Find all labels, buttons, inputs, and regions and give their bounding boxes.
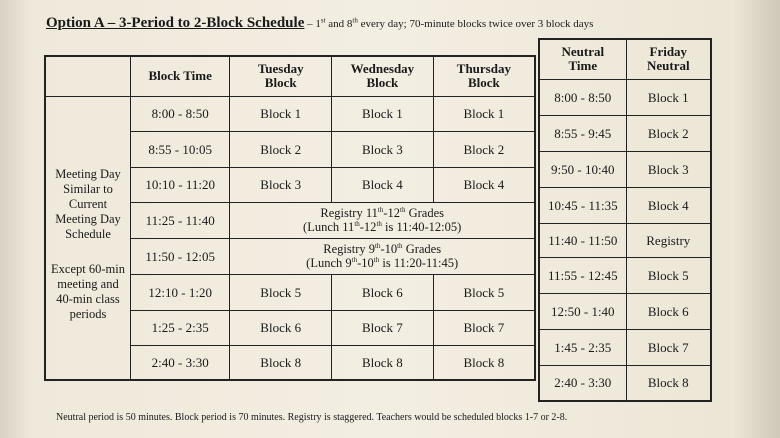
header-friday-neutral: Friday Neutral [626, 39, 711, 79]
row-cell: Block 1 [332, 96, 434, 131]
row-cell: Block 1 [230, 96, 332, 131]
side-note-line1: Meeting Day Similar to Current Meeting Day Schedule [55, 167, 121, 242]
main-schedule-table [44, 55, 536, 381]
registry-9-10-cell: Registry 9th-10th Grades (Lunch 9th-10th is 11:20-11:45) [230, 238, 535, 274]
neutral-cell: Registry [626, 223, 711, 257]
row-cell: Block 5 [230, 274, 332, 310]
neutral-time: 11:40 - 11:50 [539, 223, 626, 257]
row-time: 11:25 - 11:40 [131, 202, 230, 238]
neutral-cell: Block 8 [626, 365, 711, 401]
neutral-cell: Block 3 [626, 151, 711, 187]
neutral-time: 8:00 - 8:50 [539, 79, 626, 115]
row-time: 12:10 - 1:20 [131, 274, 230, 310]
row-time: 10:10 - 11:20 [131, 167, 230, 202]
header-wednesday: Wednesday Block [332, 56, 434, 96]
row-cell: Block 7 [433, 310, 535, 345]
row-cell: Block 8 [230, 345, 332, 380]
row-cell: Block 3 [332, 131, 434, 167]
friday-neutral-table [538, 38, 712, 402]
registry-11-12-cell: Registry 11th-12th Grades (Lunch 11th-12th is 11:40-12:05) [230, 202, 535, 238]
neutral-time: 11:55 - 12:45 [539, 257, 626, 293]
title-main: Option A – 3-Period to 2-Block Schedule [46, 15, 305, 31]
neutral-time: 8:55 - 9:45 [539, 115, 626, 151]
row-time: 8:00 - 8:50 [131, 96, 230, 131]
row-cell: Block 2 [230, 131, 332, 167]
row-cell: Block 3 [230, 167, 332, 202]
row-cell: Block 8 [332, 345, 434, 380]
neutral-time: 2:40 - 3:30 [539, 365, 626, 401]
row-cell: Block 8 [433, 345, 535, 380]
title-subtitle: – 1st and 8th every day; 70-minute blocks twice over 3 block days [304, 16, 594, 30]
side-note [45, 96, 131, 380]
neutral-cell: Block 6 [626, 293, 711, 329]
row-time: 2:40 - 3:30 [131, 345, 230, 380]
footer-note: Neutral period is 50 minutes. Block period is 70 minutes. Registry is staggered. Teachers would be scheduled blocks 1-7 or 2-8. [56, 412, 568, 423]
neutral-time: 1:45 - 2:35 [539, 329, 626, 365]
row-cell: Block 4 [332, 167, 434, 202]
row-cell: Block 6 [230, 310, 332, 345]
neutral-time: 12:50 - 1:40 [539, 293, 626, 329]
neutral-cell: Block 5 [626, 257, 711, 293]
document-title [46, 14, 746, 33]
neutral-cell: Block 1 [626, 79, 711, 115]
side-note-header [45, 56, 131, 96]
row-cell: Block 2 [433, 131, 535, 167]
header-neutral-time: Neutral Time [539, 39, 626, 79]
row-cell: Block 1 [433, 96, 535, 131]
row-cell: Block 7 [332, 310, 434, 345]
row-cell: Block 6 [332, 274, 434, 310]
header-block-time: Block Time [131, 56, 230, 96]
neutral-time: 9:50 - 10:40 [539, 151, 626, 187]
row-time: 8:55 - 10:05 [131, 131, 230, 167]
neutral-cell: Block 2 [626, 115, 711, 151]
neutral-time: 10:45 - 11:35 [539, 187, 626, 223]
row-cell: Block 5 [433, 274, 535, 310]
row-time: 11:50 - 12:05 [131, 238, 230, 274]
neutral-cell: Block 7 [626, 329, 711, 365]
header-tuesday: Tuesday Block [230, 56, 332, 96]
side-note-line2: Except 60-min meeting and 40-min class periods [51, 262, 125, 322]
header-thursday: Thursday Block [433, 56, 535, 96]
row-cell: Block 4 [433, 167, 535, 202]
neutral-cell: Block 4 [626, 187, 711, 223]
row-time: 1:25 - 2:35 [131, 310, 230, 345]
